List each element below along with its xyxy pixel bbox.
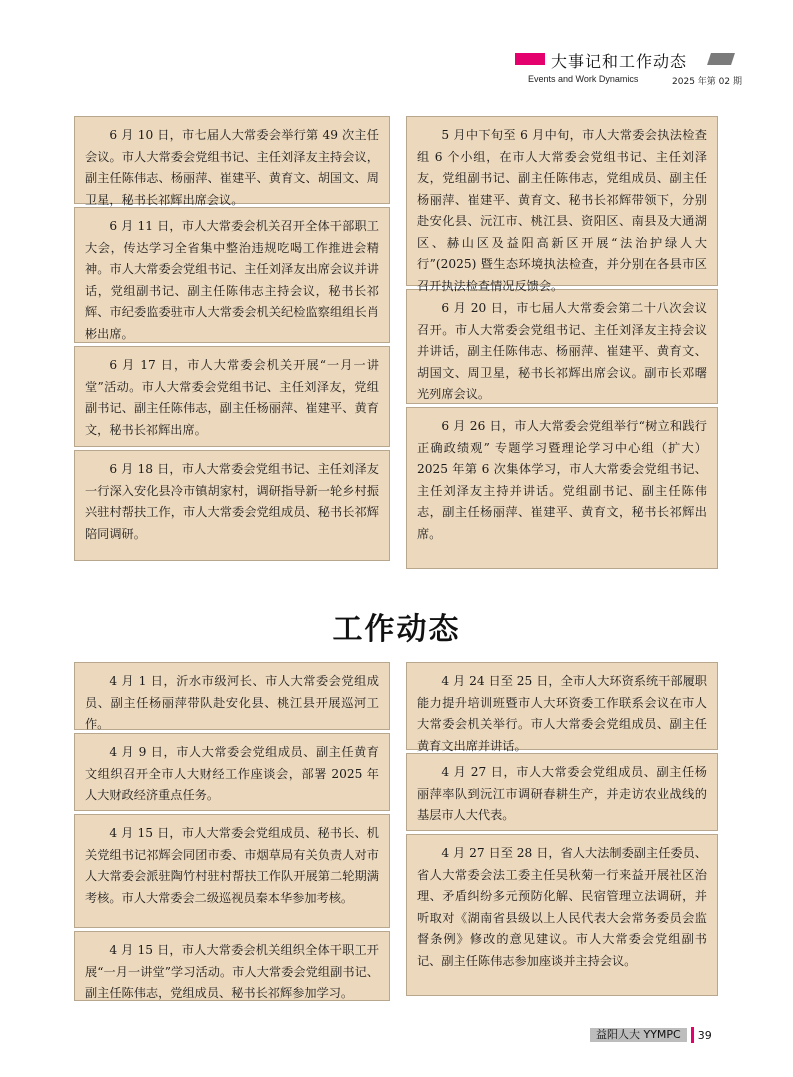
footer-divider xyxy=(691,1027,694,1043)
event-item: 6 月 10 日，市七届人大常委会举行第 49 次主任会议。市人大常委会党组书记、主任刘泽友主持会议，副主任陈伟志、杨丽萍、崔建平、黄育文、胡国文、周卫星，秘书长祁辉出席会议。 xyxy=(74,116,390,204)
header-accent-bar xyxy=(515,53,545,65)
work-item: 4 月 27 日至 28 日，省人大法制委副主任委员、省人大常委会法工委主任吴秋菊一行来益开展社区治理、矛盾纠纷多元预防化解、民宿管理立法调研，并听取对《湖南省县级以上人民代表大会常务委员会监督条例》修改的意见建议。市人大常委会党组副书记、副主任陈伟志参加座谈并主持会议。 xyxy=(406,834,718,996)
event-item: 5 月中下旬至 6 月中旬，市人大常委会执法检查组 6 个小组，在市人大常委会党组书记、主任刘泽友，党组副书记、副主任陈伟志，党组成员、副主任杨丽萍、崔建平、黄育文、秘书长祁辉带领下，分别赴安化县、沅江市、桃江县、资阳区、南县及大通湖区、赫山区及益阳高新区开展“法治护绿人大行”(2025) 暨生态环境执法检查，并分别在各县市区召开执法检查情况反馈会。 xyxy=(406,116,718,286)
events-right-column xyxy=(406,116,718,569)
event-item: 6 月 18 日，市人大常委会党组书记、主任刘泽友一行深入安化县冷市镇胡家村，调研指导新一轮乡村振兴驻村帮扶工作，市人大常委会党组成员、秘书长祁辉陪同调研。 xyxy=(74,450,390,561)
event-item: 6 月 26 日，市人大常委会党组举行“树立和践行正确政绩观” 专题学习暨理论学习中心组（扩大）2025 年第 6 次集体学习，市人大常委会党组书记、主任刘泽友主持并讲话。党组副书记、副主任陈伟志，副主任杨丽萍、崔建平、黄育文，秘书长祁辉出席。 xyxy=(406,407,718,569)
work-item: 4 月 15 日，市人大常委会机关组织全体干职工开展“一月一讲堂”学习活动。市人大常委会党组副书记、副主任陈伟志，党组成员、秘书长祁辉参加学习。 xyxy=(74,931,390,1001)
page-footer xyxy=(590,1027,712,1043)
work-item: 4 月 24 日至 25 日，全市人大环资系统干部履职能力提升培训班暨市人大环资委工作联系会议在市人大常委会机关举行。市人大常委会党组成员、副主任黄育文出席并讲话。 xyxy=(406,662,718,750)
work-item: 4 月 15 日，市人大常委会党组成员、秘书长、机关党组书记祁辉会同团市委、市烟草局有关负责人对市人大常委会派驻陶竹村驻村帮扶工作队开展第二轮期满考核。市人大常委会二级巡视员秦本华参加考核。 xyxy=(74,814,390,928)
event-item: 6 月 17 日，市人大常委会机关开展“一月一讲堂”活动。市人大常委会党组书记、主任刘泽友，党组副书记、副主任陈伟志，副主任杨丽萍、崔建平、黄育文，秘书长祁辉出席。 xyxy=(74,346,390,447)
event-item: 6 月 11 日，市人大常委会机关召开全体干部职工大会，传达学习全省集中整治违规吃喝工作推进会精神。市人大常委会党组书记、主任刘泽友出席会议并讲话，党组副书记、副主任陈伟志主持会议，秘书长祁辉、市纪委监委驻市人大常委会机关纪检监察组组长肖彬出席。 xyxy=(74,207,390,343)
section-header xyxy=(515,52,733,71)
english-title: Events and Work Dynamics xyxy=(528,74,639,84)
events-left-column xyxy=(74,116,390,561)
work-right-column xyxy=(406,662,718,996)
work-item: 4 月 9 日，市人大常委会党组成员、副主任黄育文组织召开全市人大财经工作座谈会，部署 2025 年人大财政经济重点任务。 xyxy=(74,733,390,811)
issue-number: 2025 年第 02 期 xyxy=(672,77,742,87)
work-item: 4 月 27 日，市人大常委会党组成员、副主任杨丽萍率队到沅江市调研春耕生产，并走访农业战线的基层市人大代表。 xyxy=(406,753,718,831)
work-item: 4 月 1 日，沂水市级河长、市人大常委会党组成员、副主任杨丽萍带队赴安化县、桃江县开展巡河工作。 xyxy=(74,662,390,730)
header-subtitle xyxy=(528,74,742,87)
header-gray-tab xyxy=(707,53,735,65)
event-item: 6 月 20 日，市七届人大常委会第二十八次会议召开。市人大常委会党组书记、主任刘泽友主持会议并讲话，副主任陈伟志、杨丽萍、崔建平、黄育文、胡国文、周卫星，秘书长祁辉出席会议。副市长邓曙光列席会议。 xyxy=(406,289,718,404)
page-number: 39 xyxy=(697,1028,712,1042)
publication-name: 益阳人大 YYMPC xyxy=(590,1028,687,1042)
work-left-column xyxy=(74,662,390,1001)
section-title: 大事记和工作动态 xyxy=(551,52,688,71)
work-dynamics-heading: 工作动态 xyxy=(332,612,461,647)
